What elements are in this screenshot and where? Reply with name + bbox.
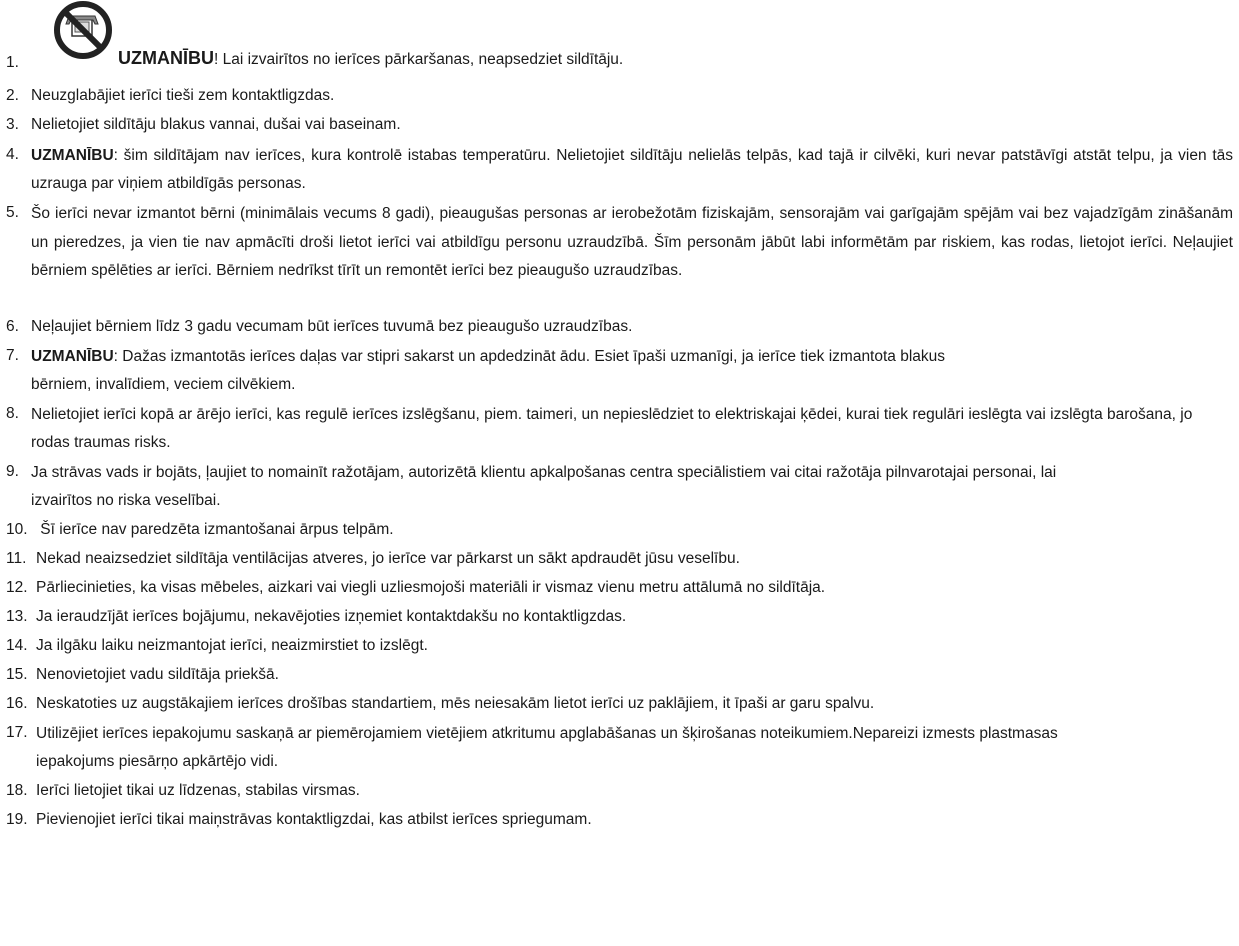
item-text: Ja ilgāku laiku neizmantojat ierīci, neaizmirstiet to izslēgt. — [36, 637, 428, 654]
item-text: Nekad neaizsedziet sildītāja ventilācijas atveres, jo ierīce var pārkarst un sākt apdraudēt jūsu veselību. — [36, 550, 740, 567]
list-item-7 — [0, 343, 1235, 399]
item-text: Ja strāvas vads ir bojāts, ļaujiet to nomainīt ražotājam, autorizētā klientu apkalpošanas centra speciālistiem vai citai ražotāja pilnvarotajai personai, lai izvairītos no riska veselībai. — [31, 464, 1057, 509]
item-number: 12. — [6, 579, 28, 596]
list-item-5 — [0, 200, 1235, 312]
item-number: 3. — [6, 116, 19, 133]
item-text: UZMANĪBU! Lai izvairītos no ierīces pārkaršanas, neapsedziet sildītāju. — [118, 48, 624, 68]
item-number: 13. — [6, 608, 28, 625]
list-item-17 — [0, 720, 1235, 776]
item-text: Pārliecinieties, ka visas mēbeles, aizkari vai viegli uzliesmojoši materiāli ir vismaz vienu metru attālumā no sildītāja. — [36, 579, 826, 596]
warning-label: UZMANĪBU — [31, 147, 114, 164]
item-text: Nelietojiet sildītāju blakus vannai, dušai vai baseinam. — [31, 116, 401, 133]
item-number: 7. — [6, 347, 19, 364]
item-number: 6. — [6, 318, 19, 335]
list-item-1 — [0, 0, 1235, 75]
do-not-cover-icon — [50, 0, 116, 60]
item-number: 9. — [6, 463, 19, 480]
warning-label: UZMANĪBU — [31, 348, 114, 365]
item-text: Neuzglabājiet ierīci tieši zem kontaktligzdas. — [31, 87, 335, 104]
item-number: 8. — [6, 405, 19, 422]
list-item-8 — [0, 401, 1235, 457]
item-text: Nenovietojiet vadu sildītāja priekšā. — [36, 666, 279, 683]
item-number: 5. — [6, 204, 19, 221]
item-number: 14. — [6, 637, 28, 654]
item-number: 1. — [6, 54, 19, 71]
item-number: 2. — [6, 87, 19, 104]
item-number: 10. — [6, 521, 28, 538]
item-text: UZMANĪBU: šim sildītājam nav ierīces, kura kontrolē istabas temperatūru. Nelietojiet sildītāju nelielās telpās, kad tajā ir cilvēki, kuri nevar patstāvīgi atstāt telpu, ja vien tās uzrauga par viņiem atbildīgās personas. — [31, 147, 1233, 192]
warning-label: UZMANĪBU — [118, 48, 214, 68]
item-text: Ierīci lietojiet tikai uz līdzenas, stabilas virsmas. — [36, 782, 360, 799]
list-item-4 — [0, 142, 1235, 198]
item-number: 11. — [6, 550, 27, 567]
item-number: 18. — [6, 782, 28, 799]
item-text: Ja ieraudzījāt ierīces bojājumu, nekavējoties izņemiet kontaktdakšu no kontaktligzdas. — [36, 608, 627, 625]
list-item-9 — [0, 459, 1235, 515]
item-number: 4. — [6, 146, 19, 163]
item-text: Šī ierīce nav paredzēta izmantošanai ārpus telpām. — [36, 521, 394, 538]
item-number: 17. — [6, 724, 28, 741]
item-number: 19. — [6, 811, 28, 828]
item-text: Pievienojiet ierīci tikai maiņstrāvas kontaktligzdai, kas atbilst ierīces spriegumam. — [36, 811, 592, 828]
item-text: Utilizējiet ierīces iepakojumu saskaņā ar piemērojamiem vietējiem atkritumu apglabāšanas un šķirošanas noteikumiem.Nepareizi izmests plastmasas iepakojums piesārņo apkārtējo vidi. — [36, 725, 1058, 770]
item-text: Šo ierīci nevar izmantot bērni (minimālais vecums 8 gadi), pieaugušas personas ar ierobežotām fiziskajām, sensorajām vai garīgajām spējām vai bez vajadzīgām zināšanām un pieredzes, ja vien tie nav apmācīti droši lietot ierīci vai atbildīgu personu uzraudzībā. Šīm personām jābūt labi informētām par riskiem, kas rodas, lietojot ierīci. Neļaujiet bērniem spēlēties ar ierīci. Bērniem nedrīkst tīrīt un remontēt ierīci bez pieaugušo uzraudzības. — [31, 205, 1233, 279]
item-text: Nelietojiet ierīci kopā ar ārējo ierīci, kas regulē ierīces izslēgšanu, piem. taimeri, un nepieslēdziet to elektriskajai ķēdei, kurai tiek regulāri ieslēgta vai izslēgta barošana, jo rodas traumas risks. — [31, 406, 1193, 451]
item-text: Neskatoties uz augstākajiem ierīces drošības standartiem, mēs neiesakām lietot ierīci uz paklājiem, it īpaši ar garu spalvu. — [36, 695, 875, 712]
item-text: UZMANĪBU: Dažas izmantotās ierīces daļas var stipri sakarst un apdedzināt ādu. Esiet īpaši uzmanīgi, ja ierīce tiek izmantota blakus bērniem, invalīdiem, veciem cilvēkiem. — [31, 348, 946, 393]
item-number: 15. — [6, 666, 28, 683]
item-number: 16. — [6, 695, 28, 712]
item-text: Neļaujiet bērniem līdz 3 gadu vecumam būt ierīces tuvumā bez pieaugušo uzraudzības. — [31, 318, 633, 335]
